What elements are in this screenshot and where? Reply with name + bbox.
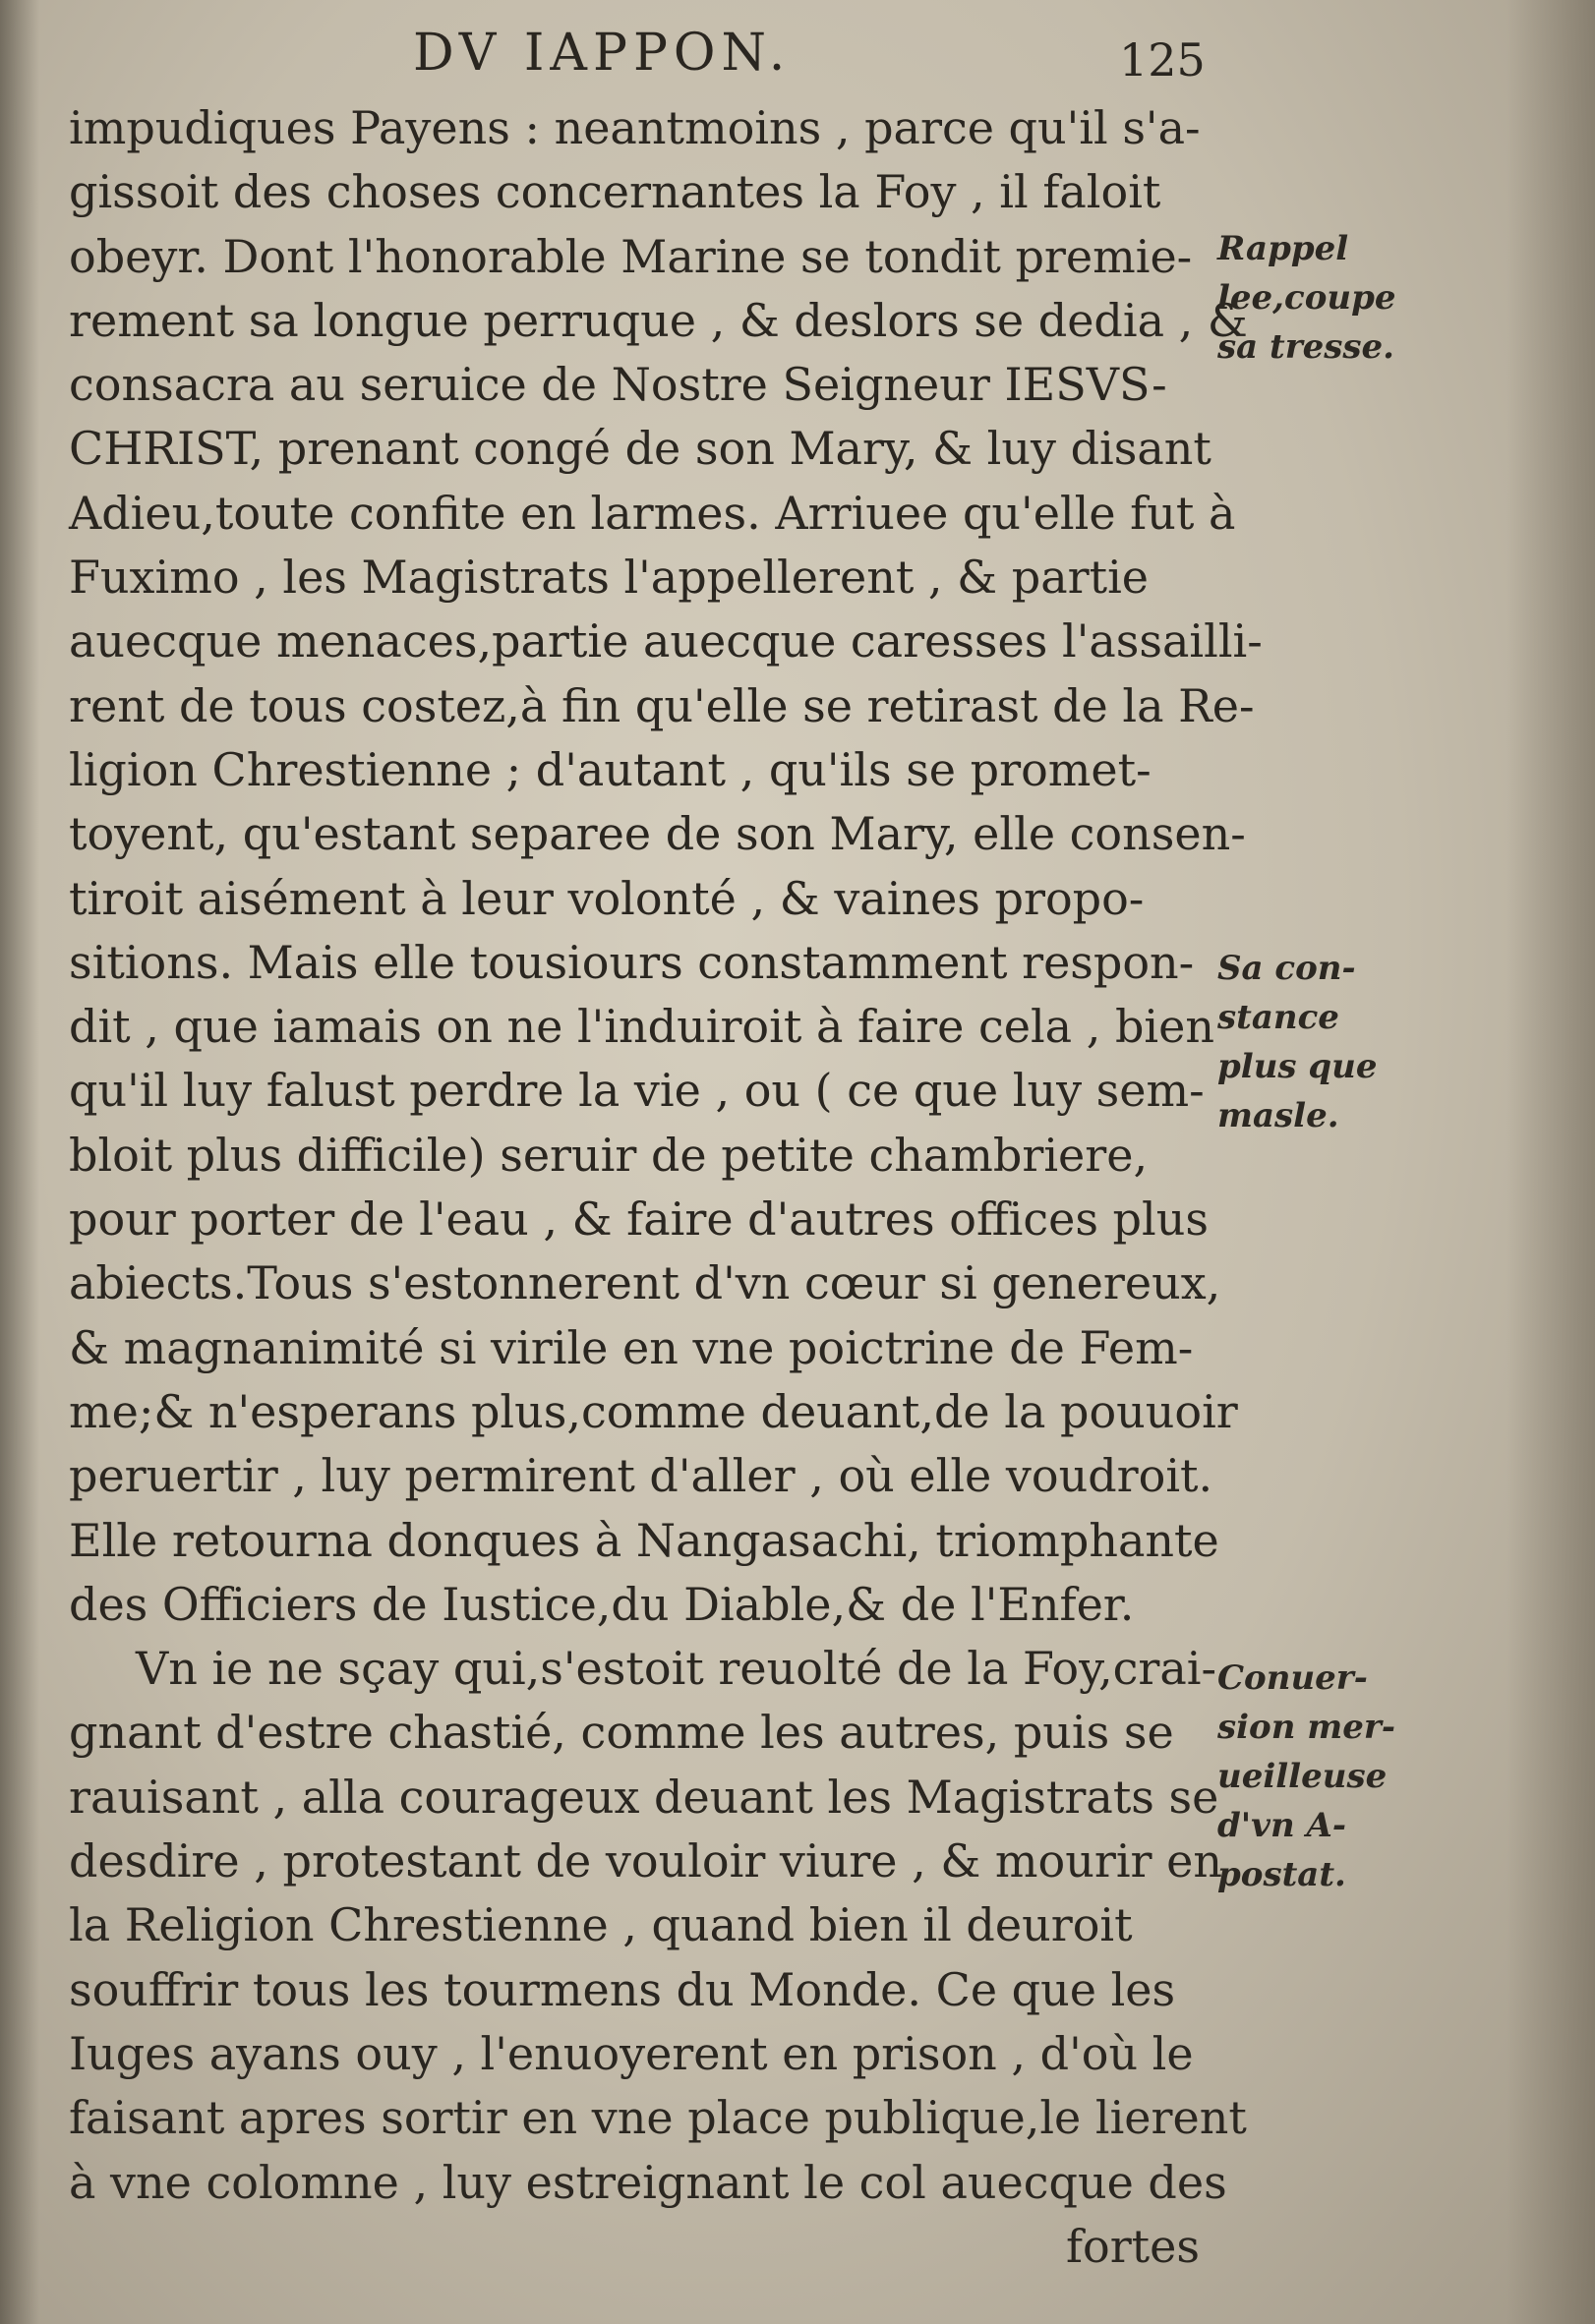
margin-note-constance xyxy=(1217,944,1542,1140)
text-line: faisant apres sortir en vne place publique,le lierent xyxy=(69,2091,1247,2145)
text-line: rent de tous costez,à fin qu'elle se retirast de la Re- xyxy=(69,678,1255,732)
text-line: Iuges ayans ouy , l'enuoyerent en prison , d'où le xyxy=(69,2026,1194,2080)
text-line: gissoit des choses concernantes la Foy , il faloit xyxy=(69,165,1161,219)
margin-note-line: sa tresse. xyxy=(1217,327,1395,367)
text-line: abiects.Tous s'estonnerent d'vn cœur si genereux, xyxy=(69,1256,1221,1310)
text-line: obeyr. Dont l'honorable Marine se tondit premie- xyxy=(69,229,1193,283)
text-line: sitions. Mais elle tousiours constamment respon- xyxy=(69,935,1195,989)
text-line: me;& n'esperans plus,comme deuant,de la pouuoir xyxy=(69,1384,1238,1438)
margin-note-line: ueilleuse xyxy=(1217,1757,1388,1796)
text-line: des Officiers de Iustice,du Diable,& de l'Enfer. xyxy=(69,1577,1135,1631)
text-line: à vne colomne , luy estreignant le col auecque des xyxy=(69,2155,1227,2209)
margin-note-line: masle. xyxy=(1217,1096,1339,1135)
text-line: impudiques Payens : neantmoins , parce qu'il s'a- xyxy=(69,101,1201,154)
text-line: Vn ie ne sçay qui,s'estoit reuolté de la Foy,crai- xyxy=(136,1642,1217,1696)
text-line: souffrir tous les tourmens du Monde. Ce que les xyxy=(69,1962,1176,2016)
margin-note-line: plus que xyxy=(1217,1047,1378,1086)
text-line: rauisant , alla courageux deuant les Magistrats se xyxy=(69,1770,1219,1824)
text-line: consacra au seruice de Nostre Seigneur IESVS- xyxy=(69,358,1167,412)
margin-note-conversion xyxy=(1217,1654,1542,1899)
text-line: desdire , protestant de vouloir viure , & mourir en xyxy=(69,1834,1222,1888)
catchword: fortes xyxy=(1065,2219,1200,2273)
margin-note-line: lee,coupe xyxy=(1217,278,1396,318)
page-number: 125 xyxy=(1119,33,1206,87)
margin-note-line: Conuer- xyxy=(1217,1658,1368,1698)
text-line: la Religion Chrestienne , quand bien il deuroit xyxy=(69,1898,1133,1952)
margin-note-line: Sa con- xyxy=(1217,949,1356,988)
margin-note-line: Rappel xyxy=(1217,229,1349,268)
text-line: Fuximo , les Magistrats l'appellerent , & partie xyxy=(69,551,1150,605)
body-text xyxy=(69,96,1263,2279)
text-line: dit , que iamais on ne l'induiroit à faire cela , bien xyxy=(69,1000,1214,1054)
margin-note-line: postat. xyxy=(1217,1855,1346,1894)
text-line: bloit plus difficile) seruir de petite chambriere, xyxy=(69,1128,1149,1182)
text-line: CHRIST, prenant congé de son Mary, & luy disant xyxy=(69,422,1211,476)
text-line: gnant d'estre chastié, comme les autres, puis se xyxy=(69,1706,1174,1760)
text-line: Adieu,toute confite en larmes. Arriuee qu'elle fut à xyxy=(69,486,1236,540)
text-line: ligion Chrestienne ; d'autant , qu'ils se promet- xyxy=(69,742,1152,796)
text-line: toyent, qu'estant separee de son Mary, elle consen- xyxy=(69,807,1246,861)
text-line: Elle retourna donques à Nangasachi, triomphante xyxy=(69,1513,1219,1567)
margin-notes xyxy=(1217,0,1542,2324)
text-line: pour porter de l'eau , & faire d'autres offices plus xyxy=(69,1192,1209,1247)
text-line: qu'il luy falust perdre la vie , ou ( ce que luy sem- xyxy=(69,1064,1205,1118)
margin-note-line: d'vn A- xyxy=(1217,1806,1346,1845)
running-title: DV IAPPON. xyxy=(413,24,792,83)
margin-note-line: sion mer- xyxy=(1217,1708,1395,1747)
text-line: & magnanimité si virile en vne poictrine de Fem- xyxy=(69,1320,1194,1374)
text-line: peruertir , luy permirent d'aller , où elle voudroit. xyxy=(69,1449,1213,1503)
text-line: rement sa longue perruque , & deslors se dedia , & xyxy=(69,293,1248,347)
margin-note-rappel xyxy=(1217,224,1542,372)
text-line: tiroit aisément à leur volonté , & vaines propo- xyxy=(69,871,1145,925)
text-line: auecque menaces,partie auecque caresses l'assailli- xyxy=(69,614,1263,668)
margin-note-line: stance xyxy=(1217,998,1339,1037)
